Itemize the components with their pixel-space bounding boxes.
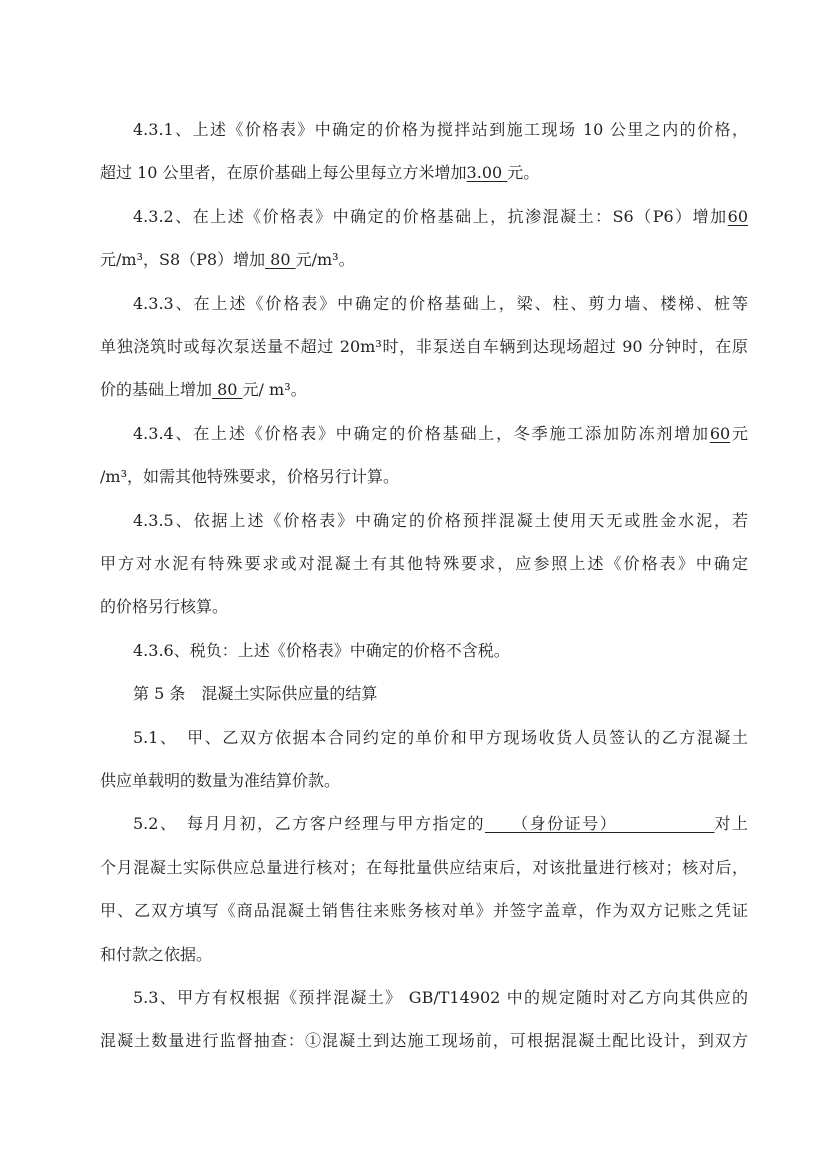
text-line bbox=[100, 552, 748, 576]
text-segment: 元。 bbox=[507, 163, 540, 183]
text-line bbox=[133, 726, 748, 750]
text-line bbox=[133, 986, 748, 1010]
text-segment: 4.3.6、税负：上述《价格表》中确定的价格不含税。 bbox=[133, 640, 510, 660]
text-segment: 4.3.1、上述《价格表》中确定的价格为搅拌站到施工现场 10 公里之内的价格， bbox=[133, 120, 748, 139]
text-segment: 4.3.4、在上述《价格表》中确定的价格基础上，冬季施工添加防冻剂增加 bbox=[133, 423, 710, 443]
text-line bbox=[100, 595, 748, 619]
text-line bbox=[100, 943, 748, 967]
text-segment: 甲、乙双方填写《商品混凝土销售往来账务核对单》并签字盖章，作为双方记账之凭证 bbox=[100, 901, 748, 921]
text-segment: 个月混凝土实际供应总量进行核对；在每批量供应结束后，对该批量进行核对；核对后， bbox=[100, 857, 748, 877]
text-segment: 超过 10 公里者，在原价基础上每公里每立方米增加 bbox=[100, 163, 467, 183]
text-segment: 4.3.3、在上述《价格表》中确定的价格基础上，梁、柱、剪力墙、楼梯、桩等 bbox=[133, 293, 748, 313]
text-segment: 单独浇筑时或每次泵送量不超过 20m³时，非泵送自车辆到达现场超过 90 分钟时，在原 bbox=[100, 337, 748, 356]
text-line bbox=[133, 812, 748, 836]
text-segment: 的价格另行核算。 bbox=[100, 597, 229, 617]
text-segment: 价的基础上增加 bbox=[100, 380, 213, 400]
text-segment: 供应单载明的数量为准结算价款。 bbox=[100, 771, 341, 790]
text-line bbox=[133, 509, 748, 533]
text-line bbox=[133, 639, 748, 663]
text-segment: 混凝土数量进行监督抽查：①混凝土到达施工现场前，可根据混凝土配比设计，到双方 bbox=[100, 1031, 748, 1051]
text-segment: 和付款之依据。 bbox=[100, 944, 213, 964]
text-line bbox=[133, 292, 748, 316]
underlined-field: 80 bbox=[212, 380, 243, 400]
underlined-field: 60 bbox=[709, 423, 731, 443]
text-segment: 5.2、 每月月初，乙方客户经理与甲方指定的 bbox=[133, 814, 486, 834]
text-line bbox=[100, 335, 748, 359]
underlined-field: 80 bbox=[265, 250, 296, 270]
text-segment: 5.1、 甲、乙双方依据本合同约定的单价和甲方现场收货人员签认的乙方混凝土 bbox=[133, 727, 748, 747]
text-line bbox=[100, 161, 748, 185]
text-line bbox=[133, 422, 748, 446]
text-segment: 4.3.2、在上述《价格表》中确定的价格基础上，抗渗混凝土：S6（P6）增加 bbox=[133, 206, 728, 226]
underlined-field: 60 bbox=[727, 206, 748, 226]
text-line bbox=[100, 769, 748, 793]
text-segment: 第 5 条 混凝土实际供应量的结算 bbox=[133, 684, 378, 704]
text-line bbox=[100, 899, 748, 923]
text-line bbox=[133, 682, 748, 706]
text-segment: 元/ m³。 bbox=[242, 380, 307, 400]
text-segment: 元/m³。 bbox=[295, 250, 355, 270]
text-line bbox=[100, 856, 748, 880]
underlined-field: （身份证号） bbox=[485, 814, 715, 834]
text-segment: 4.3.5、依据上述《价格表》中确定的价格预拌混凝土使用天无或胜金水泥，若 bbox=[133, 510, 748, 530]
text-segment: 元 bbox=[730, 423, 748, 443]
text-segment: 元/m³，S8（P8）增加 bbox=[100, 250, 266, 270]
text-line bbox=[133, 118, 748, 142]
text-segment: 对上 bbox=[714, 814, 748, 834]
text-line bbox=[100, 465, 748, 489]
text-line bbox=[133, 205, 748, 229]
underlined-field: 3.00 bbox=[466, 163, 508, 183]
text-segment: /m³，如需其他特殊要求，价格另行计算。 bbox=[100, 467, 399, 487]
text-segment: 5.3、甲方有权根据《预拌混凝土》 GB/T14902 中的规定随时对乙方向其供应的 bbox=[133, 988, 748, 1007]
text-line bbox=[100, 248, 748, 272]
text-line bbox=[100, 1029, 748, 1053]
text-segment: 甲方对水泥有特殊要求或对混凝土有其他特殊要求，应参照上述《价格表》中确定 bbox=[100, 554, 748, 573]
text-line bbox=[100, 378, 748, 402]
